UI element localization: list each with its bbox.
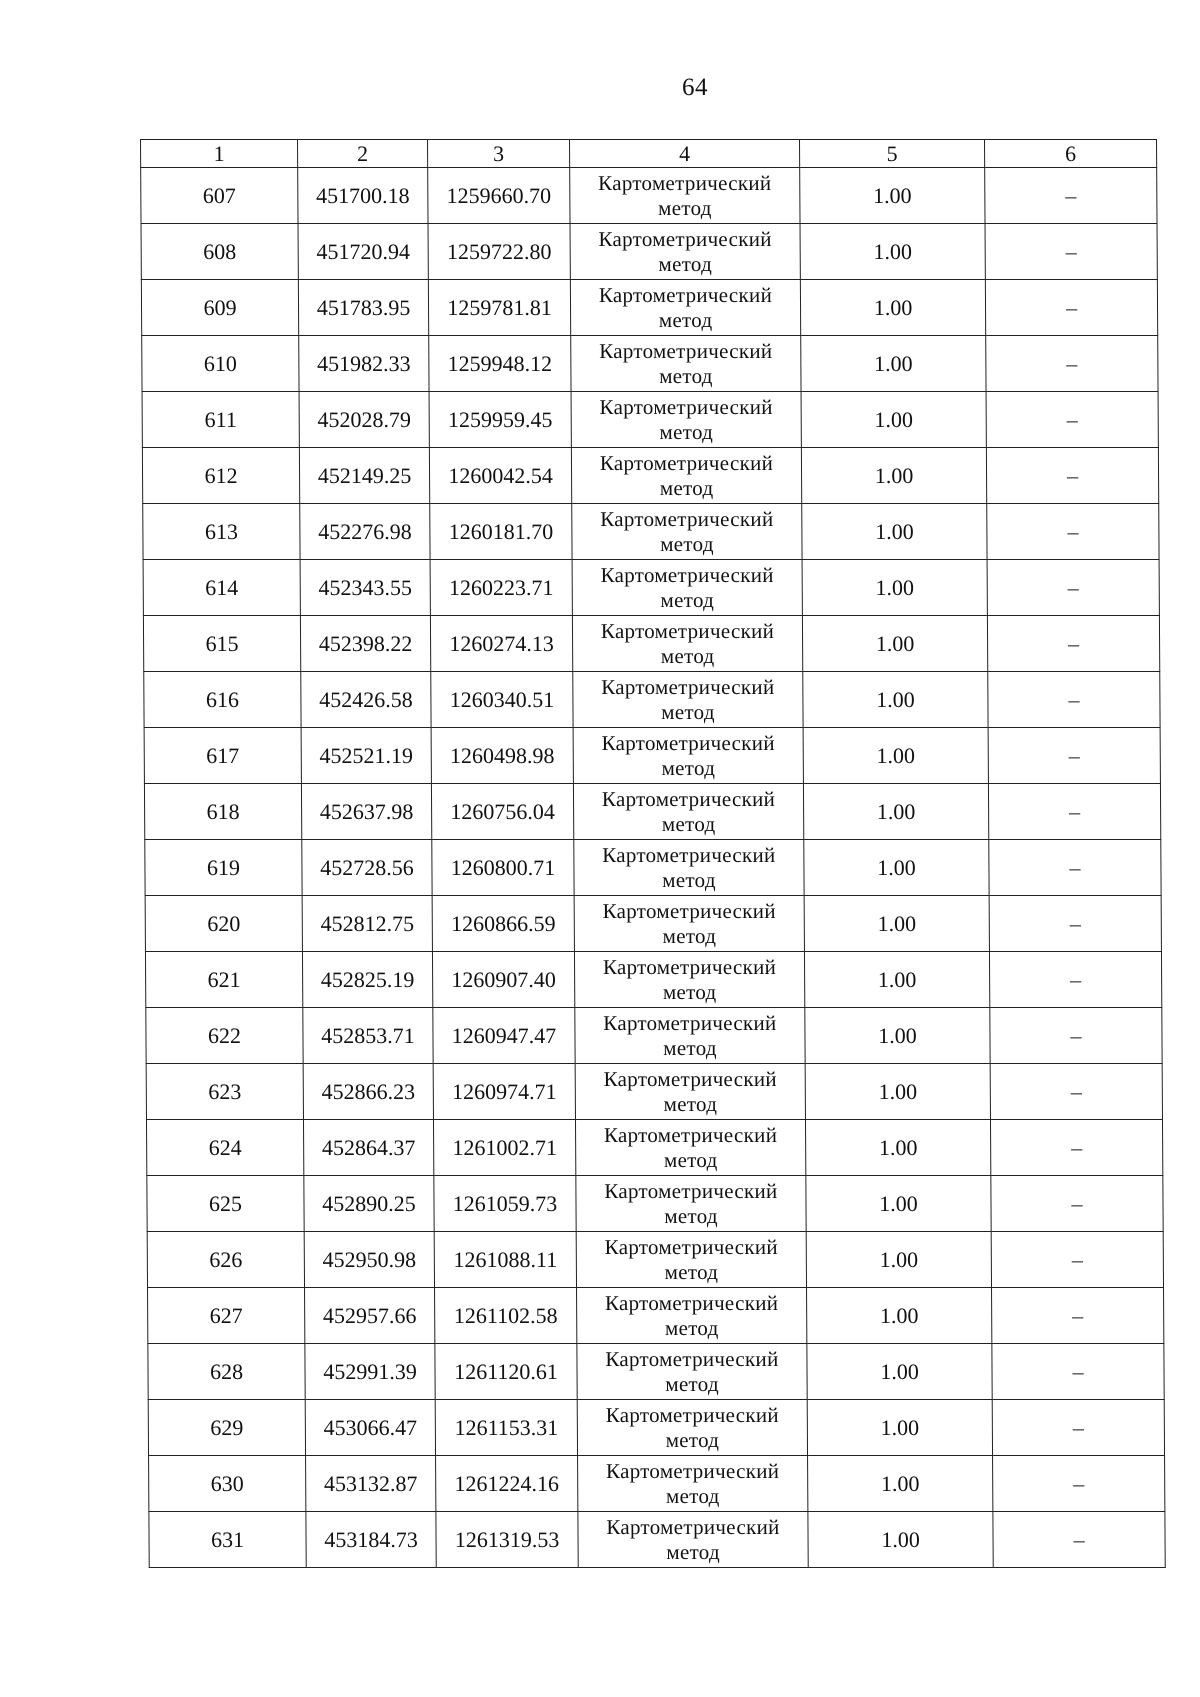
- method-line-1: Картометрический: [601, 786, 776, 811]
- y-coordinate-cell: 1260274.13: [430, 616, 572, 672]
- method-line-2: метод: [665, 1427, 720, 1452]
- x-coordinate-cell: 452276.98: [300, 504, 430, 560]
- accuracy-cell: 1.00: [808, 1456, 993, 1512]
- table-row: [144, 728, 1160, 784]
- note-cell: –: [990, 1064, 1162, 1120]
- method-line-2: метод: [658, 195, 712, 220]
- x-coordinate-cell: 452853.71: [303, 1008, 433, 1064]
- method-line-2: метод: [661, 699, 715, 724]
- method-cell: [575, 1120, 805, 1176]
- x-coordinate-cell: 452521.19: [301, 728, 431, 784]
- accuracy-cell: 1.00: [806, 1176, 991, 1232]
- note-cell: –: [992, 1344, 1164, 1400]
- point-number-cell: 627: [148, 1288, 305, 1344]
- note-cell: –: [990, 1120, 1162, 1176]
- header-col-3: 3: [428, 140, 570, 168]
- table-row: [142, 336, 1158, 392]
- y-coordinate-cell: 1261088.11: [434, 1232, 576, 1288]
- method-line-1: Картометрический: [599, 338, 773, 363]
- table-row: [147, 1176, 1163, 1232]
- y-coordinate-cell: 1260042.54: [429, 448, 571, 504]
- method-line-2: метод: [662, 867, 716, 892]
- accuracy-cell: 1.00: [804, 952, 989, 1008]
- method-line-1: Картометрический: [605, 1458, 780, 1483]
- point-number-cell: 623: [146, 1064, 303, 1120]
- accuracy-cell: 1.00: [805, 1008, 990, 1064]
- table-row: [141, 168, 1157, 224]
- point-number-cell: 614: [143, 560, 300, 616]
- table-row: [143, 616, 1159, 672]
- table-row: [146, 1120, 1162, 1176]
- point-number-cell: 607: [141, 168, 298, 224]
- method-line-2: метод: [658, 251, 713, 276]
- x-coordinate-cell: 453132.87: [306, 1456, 436, 1512]
- point-number-cell: 621: [145, 952, 302, 1008]
- point-number-cell: 631: [149, 1512, 306, 1568]
- accuracy-cell: 1.00: [800, 280, 985, 336]
- accuracy-cell: 1.00: [801, 336, 986, 392]
- method-cell: [573, 784, 803, 840]
- table-row: [143, 504, 1159, 560]
- y-coordinate-cell: 1261102.58: [435, 1288, 577, 1344]
- x-coordinate-cell: 453184.73: [306, 1512, 436, 1568]
- accuracy-cell: 1.00: [807, 1288, 992, 1344]
- accuracy-cell: 1.00: [802, 616, 987, 672]
- point-number-cell: 630: [149, 1456, 306, 1512]
- method-cell: [574, 952, 804, 1008]
- method-line-1: Картометрический: [601, 730, 775, 755]
- method-line-2: метод: [660, 587, 715, 612]
- method-line-1: Картометрический: [604, 1178, 778, 1203]
- table-row: [149, 1456, 1165, 1512]
- method-line-1: Картометрический: [599, 394, 773, 419]
- x-coordinate-cell: 452864.37: [303, 1120, 433, 1176]
- y-coordinate-cell: 1260866.59: [432, 896, 574, 952]
- note-cell: –: [989, 896, 1161, 952]
- method-cell: [572, 616, 802, 672]
- table-row: [145, 952, 1161, 1008]
- y-coordinate-cell: 1260974.71: [433, 1064, 575, 1120]
- x-coordinate-cell: 452957.66: [305, 1288, 435, 1344]
- x-coordinate-cell: 451783.95: [298, 280, 428, 336]
- accuracy-cell: 1.00: [800, 224, 985, 280]
- x-coordinate-cell: 452991.39: [305, 1344, 435, 1400]
- point-number-cell: 619: [145, 840, 302, 896]
- y-coordinate-cell: 1261224.16: [436, 1456, 578, 1512]
- table-row: [141, 224, 1157, 280]
- method-line-2: метод: [665, 1371, 719, 1396]
- y-coordinate-cell: 1260800.71: [432, 840, 574, 896]
- note-cell: –: [990, 1008, 1162, 1064]
- method-cell: [572, 560, 802, 616]
- point-number-cell: 626: [147, 1232, 304, 1288]
- method-line-2: метод: [659, 363, 713, 388]
- method-line-2: метод: [664, 1259, 719, 1284]
- header-col-4: 4: [570, 140, 800, 168]
- method-cell: [570, 224, 800, 280]
- table-row: [146, 1064, 1162, 1120]
- method-line-2: метод: [659, 419, 714, 444]
- method-line-1: Картометрический: [602, 954, 777, 979]
- accuracy-cell: 1.00: [800, 168, 985, 224]
- y-coordinate-cell: 1260756.04: [431, 784, 573, 840]
- accuracy-cell: 1.00: [804, 896, 989, 952]
- point-number-cell: 611: [142, 392, 299, 448]
- method-line-1: Картометрический: [599, 450, 774, 475]
- y-coordinate-cell: 1260223.71: [430, 560, 572, 616]
- x-coordinate-cell: 451982.33: [299, 336, 429, 392]
- method-cell: [577, 1400, 807, 1456]
- y-coordinate-cell: 1261319.53: [436, 1512, 578, 1568]
- method-cell: [571, 336, 801, 392]
- method-line-2: метод: [661, 755, 716, 780]
- note-cell: –: [993, 1512, 1165, 1568]
- x-coordinate-cell: 452398.22: [300, 616, 430, 672]
- note-cell: –: [989, 840, 1161, 896]
- x-coordinate-cell: 451700.18: [298, 168, 428, 224]
- point-number-cell: 613: [143, 504, 300, 560]
- method-line-1: Картометрический: [605, 1402, 779, 1427]
- x-coordinate-cell: 452866.23: [303, 1064, 433, 1120]
- note-cell: –: [988, 672, 1160, 728]
- y-coordinate-cell: 1260340.51: [431, 672, 573, 728]
- point-number-cell: 609: [141, 280, 298, 336]
- method-cell: [573, 728, 803, 784]
- header-col-2: 2: [298, 140, 428, 168]
- method-cell: [578, 1456, 808, 1512]
- accuracy-cell: 1.00: [801, 392, 986, 448]
- note-cell: –: [986, 392, 1158, 448]
- note-cell: –: [986, 448, 1158, 504]
- note-cell: –: [993, 1456, 1165, 1512]
- method-line-1: Картометрический: [602, 842, 776, 867]
- x-coordinate-cell: 452890.25: [304, 1176, 434, 1232]
- method-line-1: Картометрический: [606, 1514, 780, 1539]
- method-line-1: Картометрический: [603, 1122, 778, 1147]
- header-col-5: 5: [800, 140, 985, 168]
- point-number-cell: 610: [142, 336, 299, 392]
- note-cell: –: [992, 1400, 1164, 1456]
- method-line-2: метод: [658, 307, 713, 332]
- method-cell: [570, 168, 800, 224]
- method-line-1: Картометрический: [601, 674, 775, 699]
- coordinates-table: [140, 139, 1166, 1568]
- method-cell: [570, 280, 800, 336]
- method-line-2: метод: [664, 1203, 718, 1228]
- point-number-cell: 616: [144, 672, 301, 728]
- note-cell: –: [985, 224, 1157, 280]
- x-coordinate-cell: 452950.98: [304, 1232, 434, 1288]
- y-coordinate-cell: 1259948.12: [429, 336, 571, 392]
- method-cell: [572, 504, 802, 560]
- method-line-2: метод: [660, 531, 714, 556]
- note-cell: –: [991, 1232, 1163, 1288]
- method-line-2: метод: [663, 1147, 718, 1172]
- table-row: [142, 392, 1158, 448]
- method-cell: [574, 840, 804, 896]
- point-number-cell: 615: [143, 616, 300, 672]
- point-number-cell: 612: [142, 448, 299, 504]
- y-coordinate-cell: 1260907.40: [432, 952, 574, 1008]
- note-cell: –: [987, 616, 1159, 672]
- method-cell: [577, 1288, 807, 1344]
- note-cell: –: [988, 784, 1160, 840]
- accuracy-cell: 1.00: [804, 840, 989, 896]
- note-cell: –: [992, 1288, 1164, 1344]
- point-number-cell: 608: [141, 224, 298, 280]
- table-row: [145, 840, 1161, 896]
- note-cell: –: [987, 560, 1159, 616]
- y-coordinate-cell: 1259660.70: [428, 168, 570, 224]
- table-row: [143, 560, 1159, 616]
- method-line-1: Картометрический: [603, 1010, 777, 1035]
- x-coordinate-cell: 452028.79: [299, 392, 429, 448]
- method-cell: [578, 1512, 808, 1568]
- accuracy-cell: 1.00: [808, 1512, 993, 1568]
- point-number-cell: 617: [144, 728, 301, 784]
- method-line-1: Картометрический: [602, 898, 776, 923]
- x-coordinate-cell: 453066.47: [305, 1400, 435, 1456]
- method-line-1: Картометрический: [600, 562, 774, 587]
- point-number-cell: 620: [145, 896, 302, 952]
- method-cell: [575, 1064, 805, 1120]
- accuracy-cell: 1.00: [802, 504, 987, 560]
- table-row: [147, 1232, 1163, 1288]
- method-cell: [571, 392, 801, 448]
- method-cell: [577, 1344, 807, 1400]
- table-body: [141, 168, 1166, 1568]
- table-row: [148, 1344, 1164, 1400]
- method-line-1: Картометрический: [604, 1290, 779, 1315]
- method-line-1: Картометрический: [598, 226, 772, 251]
- point-number-cell: 618: [144, 784, 301, 840]
- point-number-cell: 624: [146, 1120, 303, 1176]
- method-line-2: метод: [665, 1483, 720, 1508]
- header-col-1: 1: [141, 140, 298, 168]
- table-row: [145, 896, 1161, 952]
- x-coordinate-cell: 452812.75: [302, 896, 432, 952]
- note-cell: –: [985, 280, 1157, 336]
- accuracy-cell: 1.00: [805, 1120, 990, 1176]
- method-line-2: метод: [662, 979, 717, 1004]
- method-line-2: метод: [664, 1315, 719, 1340]
- method-line-2: метод: [663, 1091, 718, 1116]
- y-coordinate-cell: 1260181.70: [430, 504, 572, 560]
- table-row: [146, 1008, 1162, 1064]
- y-coordinate-cell: 1259959.45: [429, 392, 571, 448]
- y-coordinate-cell: 1260947.47: [433, 1008, 575, 1064]
- method-cell: [574, 896, 804, 952]
- method-cell: [576, 1232, 806, 1288]
- accuracy-cell: 1.00: [805, 1064, 990, 1120]
- point-number-cell: 625: [147, 1176, 304, 1232]
- method-line-2: метод: [662, 923, 717, 948]
- accuracy-cell: 1.00: [802, 560, 987, 616]
- method-line-2: метод: [661, 811, 716, 836]
- method-cell: [576, 1176, 806, 1232]
- x-coordinate-cell: 452426.58: [301, 672, 431, 728]
- method-line-1: Картометрический: [605, 1346, 779, 1371]
- y-coordinate-cell: 1259781.81: [428, 280, 570, 336]
- method-cell: [571, 448, 801, 504]
- x-coordinate-cell: 452149.25: [299, 448, 429, 504]
- y-coordinate-cell: 1261120.61: [435, 1344, 577, 1400]
- accuracy-cell: 1.00: [807, 1344, 992, 1400]
- note-cell: –: [989, 952, 1161, 1008]
- header-col-6: 6: [985, 140, 1157, 168]
- page-number: 64: [682, 74, 708, 101]
- x-coordinate-cell: 452637.98: [301, 784, 431, 840]
- note-cell: –: [985, 168, 1157, 224]
- point-number-cell: 622: [146, 1008, 303, 1064]
- point-number-cell: 628: [148, 1344, 305, 1400]
- table-row: [148, 1288, 1164, 1344]
- method-line-1: Картометрический: [598, 170, 772, 195]
- method-line-2: метод: [659, 475, 714, 500]
- accuracy-cell: 1.00: [806, 1232, 991, 1288]
- y-coordinate-cell: 1261002.71: [433, 1120, 575, 1176]
- note-cell: –: [988, 728, 1160, 784]
- table-row: [144, 784, 1160, 840]
- table-row: [142, 448, 1158, 504]
- point-number-cell: 629: [148, 1400, 305, 1456]
- y-coordinate-cell: 1260498.98: [431, 728, 573, 784]
- method-line-2: метод: [660, 643, 715, 668]
- method-line-2: метод: [663, 1035, 717, 1060]
- note-cell: –: [986, 336, 1158, 392]
- y-coordinate-cell: 1261153.31: [435, 1400, 577, 1456]
- x-coordinate-cell: 452728.56: [302, 840, 432, 896]
- accuracy-cell: 1.00: [801, 448, 986, 504]
- table-row: [149, 1512, 1165, 1568]
- table-row: [148, 1400, 1164, 1456]
- table-row: [141, 280, 1157, 336]
- y-coordinate-cell: 1259722.80: [428, 224, 570, 280]
- accuracy-cell: 1.00: [807, 1400, 992, 1456]
- header-row: [141, 140, 1157, 168]
- method-line-1: Картометрический: [600, 618, 775, 643]
- y-coordinate-cell: 1261059.73: [434, 1176, 576, 1232]
- note-cell: –: [991, 1176, 1163, 1232]
- method-line-1: Картометрический: [603, 1066, 777, 1091]
- accuracy-cell: 1.00: [803, 784, 988, 840]
- method-cell: [573, 672, 803, 728]
- method-line-1: Картометрический: [604, 1234, 778, 1259]
- accuracy-cell: 1.00: [803, 672, 988, 728]
- accuracy-cell: 1.00: [803, 728, 988, 784]
- table-row: [144, 672, 1160, 728]
- x-coordinate-cell: 451720.94: [298, 224, 428, 280]
- method-line-1: Картометрический: [600, 506, 774, 531]
- note-cell: –: [987, 504, 1159, 560]
- x-coordinate-cell: 452343.55: [300, 560, 430, 616]
- x-coordinate-cell: 452825.19: [302, 952, 432, 1008]
- method-cell: [575, 1008, 805, 1064]
- method-line-2: метод: [666, 1539, 720, 1564]
- method-line-1: Картометрический: [598, 282, 773, 307]
